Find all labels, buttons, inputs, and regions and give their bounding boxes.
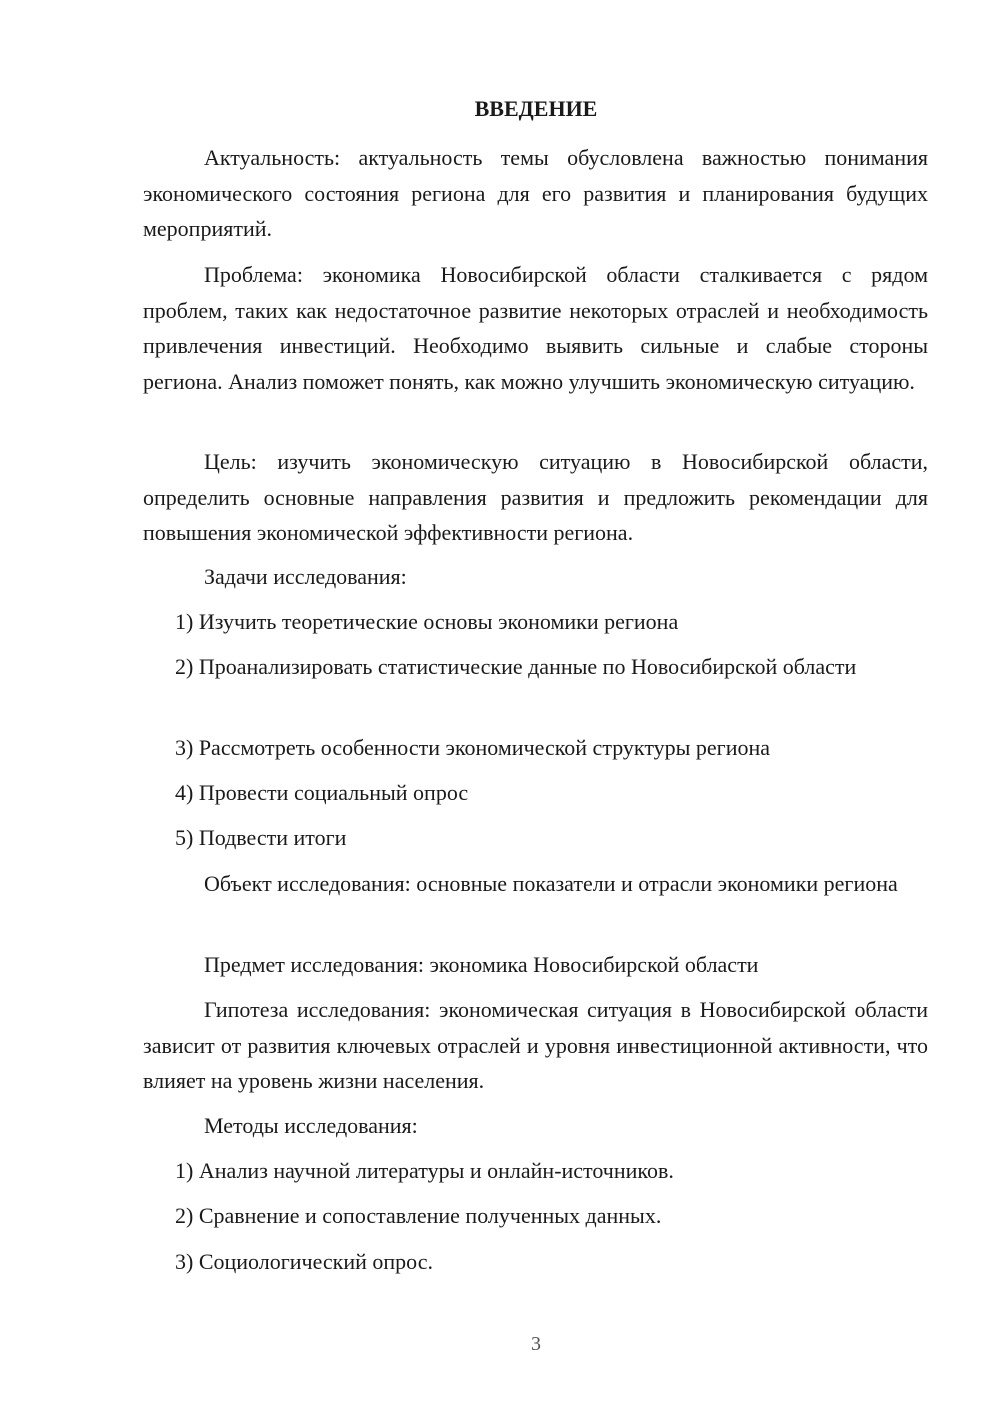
paragraph-goal: Цель: изучить экономическую ситуацию в Новосибирской области, определить основные направления развития и предложить рекомендации для повышения экономической эффективности региона. bbox=[143, 449, 928, 545]
paragraph-relevance: Актуальность: актуальность темы обусловлена важностью понимания экономического состояния региона для его развития и планирования будущих мероприятий. bbox=[143, 145, 928, 241]
list-item-method-3: 3) Социологический опрос. bbox=[175, 1249, 433, 1274]
list-item-task-3: 3) Рассмотреть особенности экономической структуры региона bbox=[175, 735, 771, 760]
paragraph-object: Объект исследования: основные показатели и отрасли экономики региона bbox=[204, 871, 898, 896]
paragraph-hypothesis: Гипотеза исследования: экономическая ситуация в Новосибирской области зависит от развития ключевых отраслей и уровня инвестиционной активности, что влияет на уровень жизни населения. bbox=[143, 997, 928, 1093]
section-title: ВВЕДЕНИЕ bbox=[474, 96, 598, 121]
paragraph-problem: Проблема: экономика Новосибирской области сталкивается с рядом проблем, таких как недостаточное развитие некоторых отраслей и необходимость привлечения инвестиций. Необходимо выявить сильные и слабые стороны региона. Анализ поможет понять, как можно улучшить экономическую ситуацию. bbox=[143, 262, 928, 394]
list-item-method-2: 2) Сравнение и сопоставление полученных данных. bbox=[175, 1203, 662, 1228]
list-item-method-1: 1) Анализ научной литературы и онлайн-источников. bbox=[175, 1158, 674, 1183]
list-item-task-4: 4) Провести социальный опрос bbox=[175, 780, 469, 805]
list-item-task-5: 5) Подвести итоги bbox=[175, 825, 347, 850]
list-item-task-1: 1) Изучить теоретические основы экономики региона bbox=[175, 609, 679, 634]
paragraph-methods-heading: Методы исследования: bbox=[204, 1113, 418, 1138]
paragraph-subject: Предмет исследования: экономика Новосибирской области bbox=[204, 952, 759, 977]
list-item-task-2: 2) Проанализировать статистические данные по Новосибирской области bbox=[175, 654, 857, 679]
paragraph-tasks-heading: Задачи исследования: bbox=[204, 564, 407, 589]
page-number: 3 bbox=[531, 1333, 541, 1355]
